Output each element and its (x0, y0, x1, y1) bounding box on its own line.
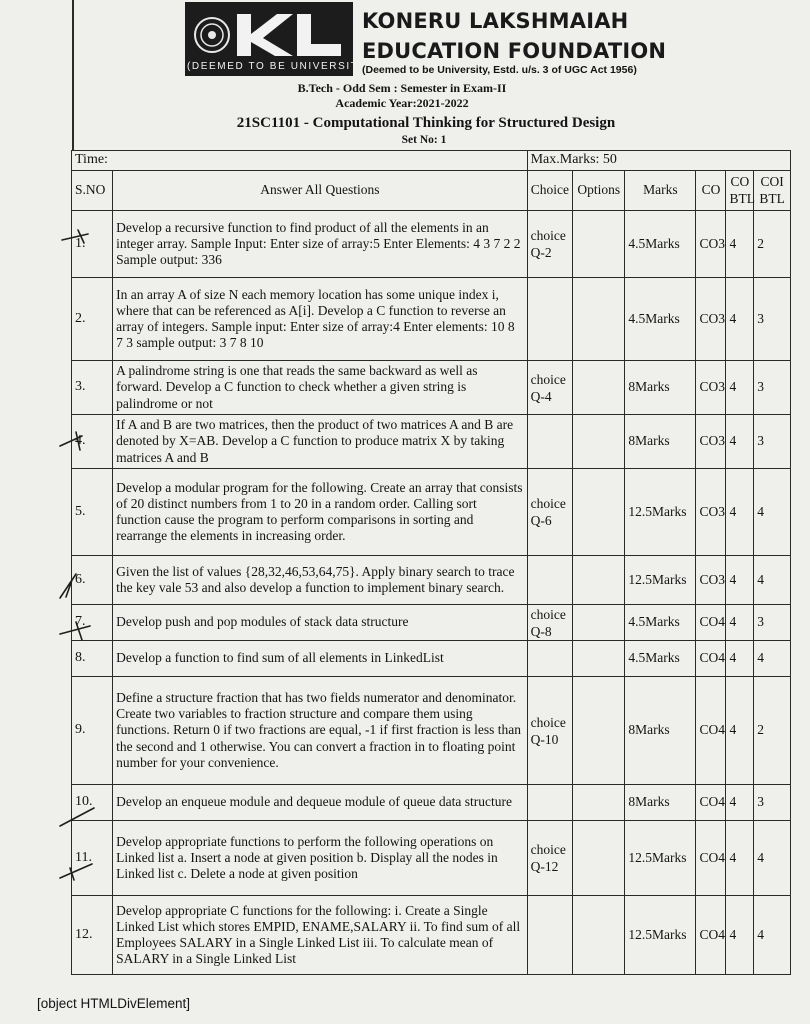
co-cell: CO3 (696, 278, 726, 361)
options-cell (573, 821, 625, 896)
options-cell (573, 469, 625, 556)
coi-btl-cell: 4 (754, 556, 791, 605)
academic-year: Academic Year:2021-2022 (335, 96, 469, 110)
question-number: 8. (72, 641, 113, 677)
co-btl-cell: 4 (726, 785, 754, 821)
marks-cell: 4.5Marks (625, 641, 696, 677)
co-cell: CO4 (696, 785, 726, 821)
org-subtitle: (Deemed to be University, Estd. u/s. 3 of UGC Act 1956) (362, 64, 637, 76)
choice-label: choice (530, 842, 566, 857)
max-marks: Max.Marks: 50 (527, 151, 790, 171)
marks-cell: 4.5Marks (625, 278, 696, 361)
choice-cell (527, 896, 573, 975)
org-name-line2: EDUCATION FOUNDATION (362, 39, 667, 63)
col-header-marks: Marks (625, 171, 696, 211)
co-cell: CO4 (696, 605, 726, 641)
question-text: Develop a function to find sum of all elements in LinkedList (113, 641, 527, 677)
question-row (72, 415, 791, 469)
co-btl-cell: 4 (726, 278, 754, 361)
question-number: 10. (72, 785, 113, 821)
choice-label: choice (530, 714, 566, 730)
question-text: Define a structure fraction that has two fields numerator and denominator. Create two variables to fraction structure and compare them using functions. Return 0 if two fractions are equal, -1 if first fraction is less than the second and 1 otherwise. You can convert a fraction in to floating point number for your convenience. (113, 677, 527, 785)
question-number: 11. (72, 821, 113, 896)
choice-cell (527, 211, 573, 278)
co-cell: CO4 (696, 641, 726, 677)
marks-cell: 4.5Marks (625, 211, 696, 278)
coi-btl-line1: COI (760, 174, 784, 190)
question-row (72, 785, 791, 821)
exam-title: B.Tech - Odd Sem : Semester in Exam-II (297, 81, 507, 95)
choice-cell (527, 361, 573, 415)
question-text: In an array A of size N each memory location has some unique index i, where that can be referenced as A[i]. Develop a C function to reverse an array of integers. Sample input: Enter size of array:4 Enter elements: 10 8 7 3 sample output: 3 7 8 10 (113, 278, 527, 361)
choice-cell (527, 641, 573, 677)
question-number: 9. (72, 677, 113, 785)
co-cell: CO4 (696, 677, 726, 785)
question-text: If A and B are two matrices, then the product of two matrices A and B are denoted by X=AB. Develop a C function to produce matrix X by taking matrices A and B (113, 415, 527, 469)
coi-btl-cell: 3 (754, 785, 791, 821)
col-header-co: CO (696, 171, 726, 211)
col-header-coi-btl (754, 171, 791, 211)
coi-btl-cell: 4 (754, 641, 791, 677)
coi-btl-cell: 3 (754, 415, 791, 469)
options-cell (573, 785, 625, 821)
question-row (72, 896, 791, 975)
choice-cell (527, 556, 573, 605)
choice-cell (527, 785, 573, 821)
choice-label: choice (530, 228, 566, 243)
co-btl-line1: CO (730, 174, 750, 190)
coi-btl-cell: 3 (754, 605, 791, 641)
time-row (72, 151, 791, 171)
choice-label: choice (530, 496, 566, 511)
marks-cell: 8Marks (625, 785, 696, 821)
choice-cell (527, 677, 573, 785)
col-header-sno: S.NO (72, 171, 113, 211)
question-number: 1. (72, 211, 113, 278)
marks-cell: 12.5Marks (625, 469, 696, 556)
choice-target: Q-12 (530, 859, 559, 874)
time-label: Time: (72, 151, 528, 171)
question-number: 12. (72, 896, 113, 975)
marks-cell: 12.5Marks (625, 556, 696, 605)
choice-cell (527, 605, 573, 641)
question-text: A palindrome string is one that reads the same backward as well as forward. Develop a C function to check whether a given string is palindrome or not (113, 361, 527, 415)
co-cell: CO4 (696, 821, 726, 896)
coi-btl-cell: 4 (754, 896, 791, 975)
choice-target: Q-2 (530, 245, 552, 260)
question-text: Given the list of values {28,32,46,53,64,75}. Apply binary search to trace the key vale 53 and also develop a function to implement binary search. (113, 556, 527, 605)
marks-cell: 8Marks (625, 415, 696, 469)
coi-btl-cell: 4 (754, 821, 791, 896)
question-text: Develop a recursive function to find product of all the elements in an integer array. Sample Input: Enter size of array:5 Enter Elements: 4 3 7 2 2 Sample output: 336 (113, 211, 527, 278)
options-cell (573, 278, 625, 361)
choice-label: choice (530, 371, 566, 387)
question-row (72, 469, 791, 556)
marks-cell: 8Marks (625, 361, 696, 415)
question-number: 6. (72, 556, 113, 605)
choice-label: choice (530, 606, 566, 622)
col-header-question: Answer All Questions (113, 171, 527, 211)
co-cell: CO3 (696, 556, 726, 605)
footer-text: [object HTMLDivElement] (37, 996, 191, 1011)
coi-btl-line2: BTL (759, 190, 785, 206)
co-btl-cell: 4 (726, 211, 754, 278)
options-cell (573, 677, 625, 785)
co-btl-cell: 4 (726, 415, 754, 469)
question-row (72, 278, 791, 361)
marks-cell: 4.5Marks (625, 605, 696, 641)
course-title: 21SC1101 - Computational Thinking for Structured Design (236, 115, 616, 131)
marks-cell: 12.5Marks (625, 821, 696, 896)
question-table (71, 150, 791, 975)
choice-cell (527, 821, 573, 896)
question-number: 3. (72, 361, 113, 415)
choice-cell (527, 415, 573, 469)
question-text: Develop appropriate functions to perform the following operations on Linked list a. Insert a node at given position b. Display all the nodes in Linked list c. Delete a node at given position (113, 821, 527, 896)
choice-target: Q-4 (530, 388, 552, 404)
co-cell: CO3 (696, 361, 726, 415)
choice-target: Q-6 (530, 513, 552, 528)
co-btl-cell: 4 (726, 677, 754, 785)
question-text: Develop push and pop modules of stack data structure (113, 605, 527, 641)
options-cell (573, 641, 625, 677)
options-cell (573, 415, 625, 469)
col-header-co-btl (726, 171, 754, 211)
choice-cell (527, 278, 573, 361)
marks-cell: 8Marks (625, 677, 696, 785)
choice-target: Q-8 (530, 623, 552, 639)
table-header-row (72, 171, 791, 211)
marks-cell: 12.5Marks (625, 896, 696, 975)
question-row (72, 605, 791, 641)
col-header-choice: Choice (527, 171, 573, 211)
co-btl-cell: 4 (726, 821, 754, 896)
co-cell: CO3 (696, 469, 726, 556)
coi-btl-cell: 2 (754, 677, 791, 785)
university-logo (185, 2, 372, 76)
options-cell (573, 361, 625, 415)
question-row (72, 641, 791, 677)
question-number: 5. (72, 469, 113, 556)
logo-university-text: (DEEMED TO BE UNIVERSITY) (187, 61, 372, 72)
question-row (72, 556, 791, 605)
choice-cell (527, 469, 573, 556)
coi-btl-cell: 2 (754, 211, 791, 278)
co-btl-line2: BTL (729, 190, 755, 206)
options-cell (573, 896, 625, 975)
co-btl-cell: 4 (726, 556, 754, 605)
co-cell: CO3 (696, 211, 726, 278)
question-row (72, 821, 791, 896)
coi-btl-cell: 4 (754, 469, 791, 556)
question-number: 2. (72, 278, 113, 361)
question-number: 4. (72, 415, 113, 469)
question-text: Develop an enqueue module and dequeue module of queue data structure (113, 785, 527, 821)
org-name-line1: KONERU LAKSHMAIAH (362, 9, 629, 33)
co-cell: CO3 (696, 415, 726, 469)
col-header-options: Options (573, 171, 625, 211)
coi-btl-cell: 3 (754, 278, 791, 361)
coi-btl-cell: 3 (754, 361, 791, 415)
options-cell (573, 605, 625, 641)
question-row (72, 211, 791, 278)
question-text: Develop appropriate C functions for the following: i. Create a Single Linked List which stores EMPID, ENAME,SALARY ii. To find sum of all Employees SALARY in a Single Linked List iii. To calculate mean of SALARY in a Single Linked List (113, 896, 527, 975)
co-btl-cell: 4 (726, 469, 754, 556)
question-text: Develop a modular program for the following. Create an array that consists of 20 distinct numbers from 1 to 20 in a random order. Calling sort function cause the program to perform comparisons in sorting and rearrange the elements in increasing order. (113, 469, 527, 556)
co-btl-cell: 4 (726, 896, 754, 975)
set-number: Set No: 1 (401, 134, 447, 146)
question-number: 7. (72, 605, 113, 641)
question-row (72, 361, 791, 415)
co-btl-cell: 4 (726, 361, 754, 415)
choice-target: Q-10 (530, 731, 559, 747)
options-cell (573, 211, 625, 278)
options-cell (573, 556, 625, 605)
co-cell: CO4 (696, 896, 726, 975)
co-btl-cell: 4 (726, 605, 754, 641)
question-row (72, 677, 791, 785)
co-btl-cell: 4 (726, 641, 754, 677)
